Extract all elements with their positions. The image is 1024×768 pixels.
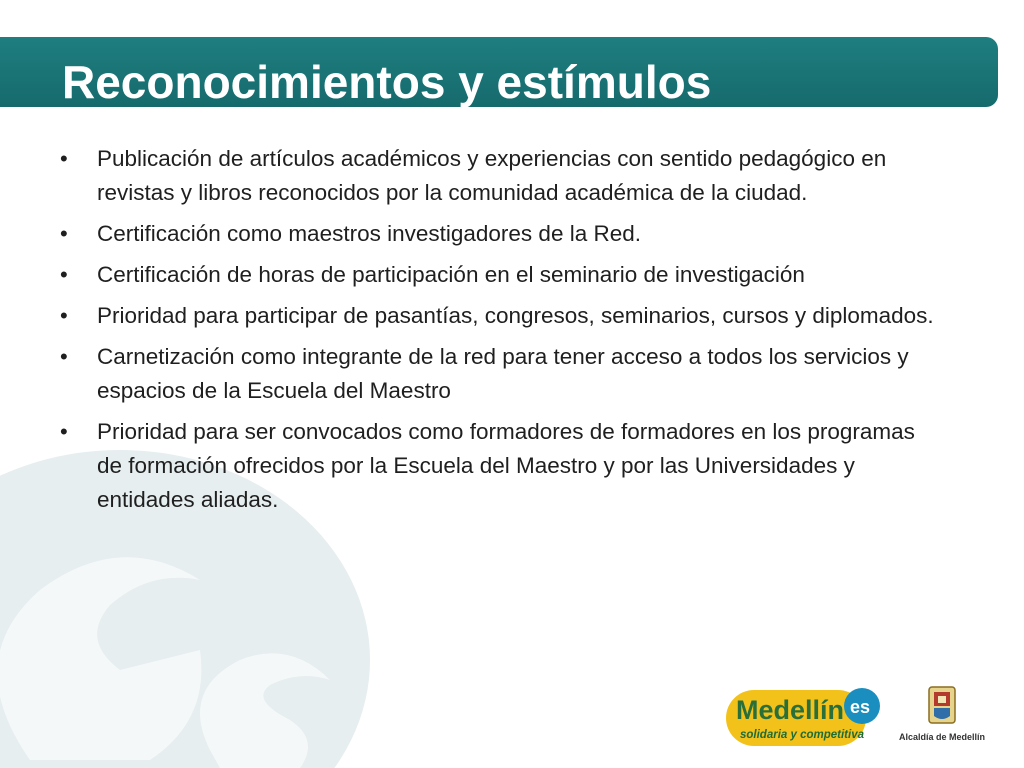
bullet-dot-icon: • <box>60 419 68 444</box>
bullet-dot-icon: • <box>60 303 68 328</box>
coat-of-arms-icon <box>892 684 992 732</box>
alcaldia-label: Alcaldía de Medellín <box>898 732 986 742</box>
bullet-text: Publicación de artículos académicos y experiencias con sentido pedagógico en revistas y libros reconocidos por la comunidad académica de la ciudad. <box>97 146 887 205</box>
bullet-text: Prioridad para participar de pasantías, congresos, seminarios, cursos y diplomados. <box>97 303 934 328</box>
bullet-dot-icon: • <box>60 146 68 171</box>
bullet-text: Certificación de horas de participación en el seminario de investigación <box>97 262 805 287</box>
medellin-logo <box>724 686 886 750</box>
bullet-text: Carnetización como integrante de la red para tener acceso a todos los servicios y espacios de la Escuela del Maestro <box>97 344 909 403</box>
bullet-dot-icon: • <box>60 262 68 287</box>
medellin-logo-es: es <box>850 697 871 717</box>
bullet-text: Certificación como maestros investigadores de la Red. <box>97 221 641 246</box>
list-item <box>60 299 940 333</box>
bullet-text: Prioridad para ser convocados como formadores de formadores en los programas de formación ofrecidos por la Escuela del Maestro y por las Universidades y entidades aliadas. <box>97 419 915 512</box>
bullet-dot-icon: • <box>60 221 68 246</box>
medellin-logo-tagline: solidaria y competitiva <box>740 729 864 741</box>
list-item <box>60 142 940 210</box>
bullet-dot-icon: • <box>60 344 68 369</box>
alcaldia-logo <box>892 684 992 744</box>
list-item <box>60 415 940 517</box>
list-item <box>60 340 940 408</box>
list-item <box>60 217 940 251</box>
medellin-logo-name: Medellín <box>736 695 845 725</box>
bullet-list <box>60 142 940 524</box>
list-item <box>60 258 940 292</box>
slide-title: Reconocimientos y estímulos <box>62 56 712 108</box>
